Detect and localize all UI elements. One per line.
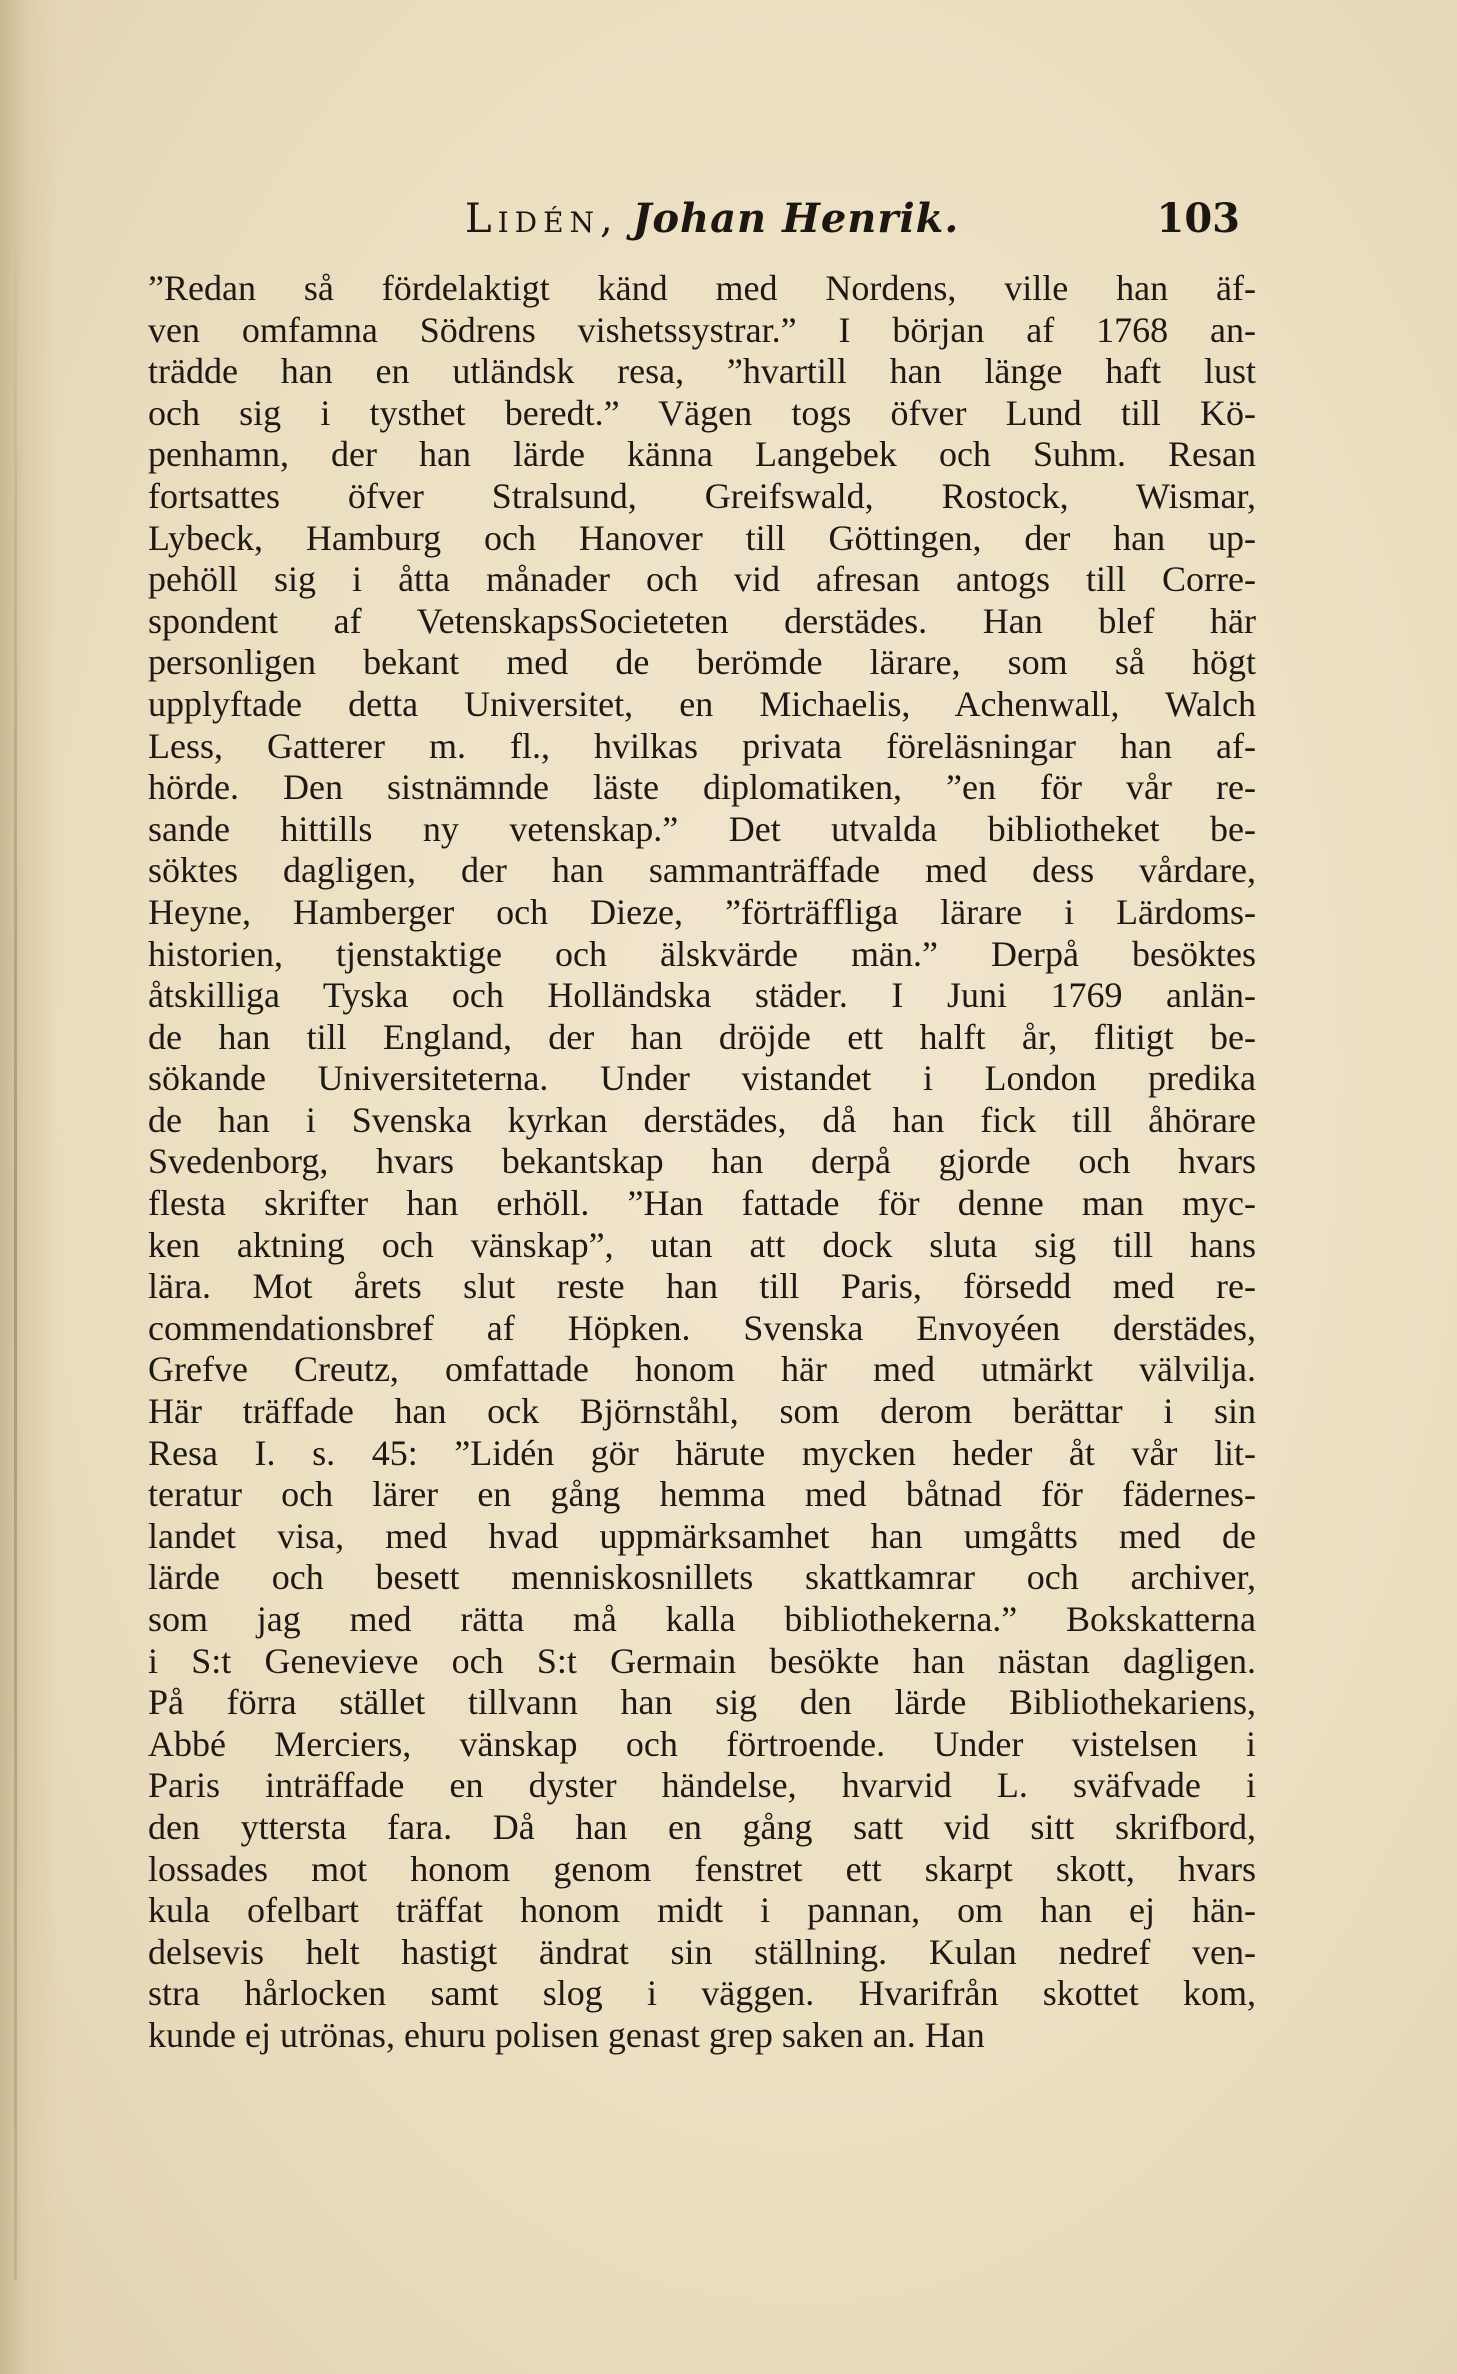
text-line: stra hårlocken samt slog i väggen. Hvarifrån skottet kom, (148, 1973, 1256, 2014)
page-gutter-shadow (0, 0, 60, 2374)
text-line: de han till England, der han dröjde ett halft år, flitigt be- (148, 1016, 1256, 1057)
running-title-given-names: Johan Henrik. (632, 195, 960, 242)
text-line: sökande Universiteterna. Under vistandet i London predika (148, 1058, 1256, 1099)
text-line: Lybeck, Hamburg och Hanover till Göttingen, der han up- (148, 517, 1256, 558)
page-header (140, 195, 1262, 255)
text-line: penhamn, der han lärde känna Langebek och Suhm. Resan (148, 434, 1256, 475)
text-line: commendationsbref af Höpken. Svenska Envoyéen derstädes, (148, 1307, 1256, 1348)
text-line: landet visa, med hvad uppmärksamhet han umgåtts med de (148, 1515, 1256, 1556)
page-number: 103 (1156, 195, 1240, 242)
text-line: Resa I. s. 45: ”Lidén gör härute mycken heder åt vår lit- (148, 1432, 1256, 1473)
text-line: Grefve Creutz, omfattade honom här med utmärkt välvilja. (148, 1349, 1256, 1390)
text-line: Paris inträffade en dyster händelse, hvarvid L. sväfvade i (148, 1765, 1256, 1806)
text-line: i S:t Genevieve och S:t Germain besökte han nästan dagligen. (148, 1640, 1256, 1681)
text-line: lärde och besett menniskosnillets skattkamrar och archiver, (148, 1557, 1256, 1598)
text-line: kunde ej utrönas, ehuru polisen genast grep saken an. Han (148, 2014, 985, 2055)
body-text (148, 268, 1256, 2057)
text-line: Svedenborg, hvars bekantskap han derpå gjorde och hvars (148, 1141, 1256, 1182)
text-line: åtskilliga Tyska och Holländska städer. I Juni 1769 anlän- (148, 975, 1256, 1016)
text-line: ken aktning och vänskap”, utan att dock sluta sig till hans (148, 1224, 1256, 1265)
text-line: och sig i tysthet beredt.” Vägen togs öfver Lund till Kö- (148, 392, 1256, 433)
text-line: flesta skrifter han erhöll. ”Han fattade för denne man myc- (148, 1183, 1256, 1224)
text-line: personligen bekant med de berömde lärare, som så högt (148, 642, 1256, 683)
text-line: upplyftade detta Universitet, en Michaelis, Achenwall, Walch (148, 683, 1256, 724)
text-line: fortsattes öfver Stralsund, Greifswald, Rostock, Wismar, (148, 475, 1256, 516)
text-line: sande hittills ny vetenskap.” Det utvalda bibliotheket be- (148, 808, 1256, 849)
text-line: pehöll sig i åtta månader och vid afresan antogs till Corre- (148, 559, 1256, 600)
text-line: delsevis helt hastigt ändrat sin ställning. Kulan nedref ven- (148, 1931, 1256, 1972)
text-line: Här träffade han ock Björnståhl, som derom berättar i sin (148, 1391, 1256, 1432)
text-line: Less, Gatterer m. fl., hvilkas privata föreläsningar han af- (148, 725, 1256, 766)
text-line: söktes dagligen, der han sammanträffade med dess vårdare, (148, 850, 1256, 891)
text-line: Abbé Merciers, vänskap och förtroende. Under vistelsen i (148, 1723, 1256, 1764)
binding-crease (14, 180, 17, 2280)
text-line: lossades mot honom genom fenstret ett skarpt skott, hvars (148, 1848, 1256, 1889)
text-line: lära. Mot årets slut reste han till Paris, försedd med re- (148, 1266, 1256, 1307)
text-line: ven omfamna Södrens vishetssystrar.” I början af 1768 an- (148, 309, 1256, 350)
text-line: trädde han en utländsk resa, ”hvartill han länge haft lust (148, 351, 1256, 392)
text-line: ”Redan så fördelaktigt känd med Nordens, ville han äf- (148, 268, 1256, 308)
text-line: som jag med rätta må kalla bibliothekerna.” Bokskatterna (148, 1599, 1256, 1639)
text-line: den yttersta fara. Då han en gång satt vid sitt skrifbord, (148, 1806, 1256, 1847)
running-title-surname: Lidén, (465, 196, 619, 242)
text-line: teratur och lärer en gång hemma med båtnad för fädernes- (148, 1474, 1256, 1515)
text-line: de han i Svenska kyrkan derstädes, då han fick till åhörare (148, 1099, 1256, 1140)
text-line: Heyne, Hamberger och Dieze, ”förträffliga lärare i Lärdoms- (148, 891, 1256, 932)
running-title (465, 195, 959, 242)
text-line: spondent af VetenskapsSocieteten derstädes. Han blef här (148, 600, 1256, 641)
text-line: På förra stället tillvann han sig den lärde Bibliothekariens, (148, 1682, 1256, 1723)
text-line: hörde. Den sistnämnde läste diplomatiken, ”en för vår re- (148, 767, 1256, 808)
text-line: kula ofelbart träffat honom midt i pannan, om han ej hän- (148, 1890, 1256, 1931)
text-line: historien, tjenstaktige och älskvärde män.” Derpå besöktes (148, 933, 1256, 974)
